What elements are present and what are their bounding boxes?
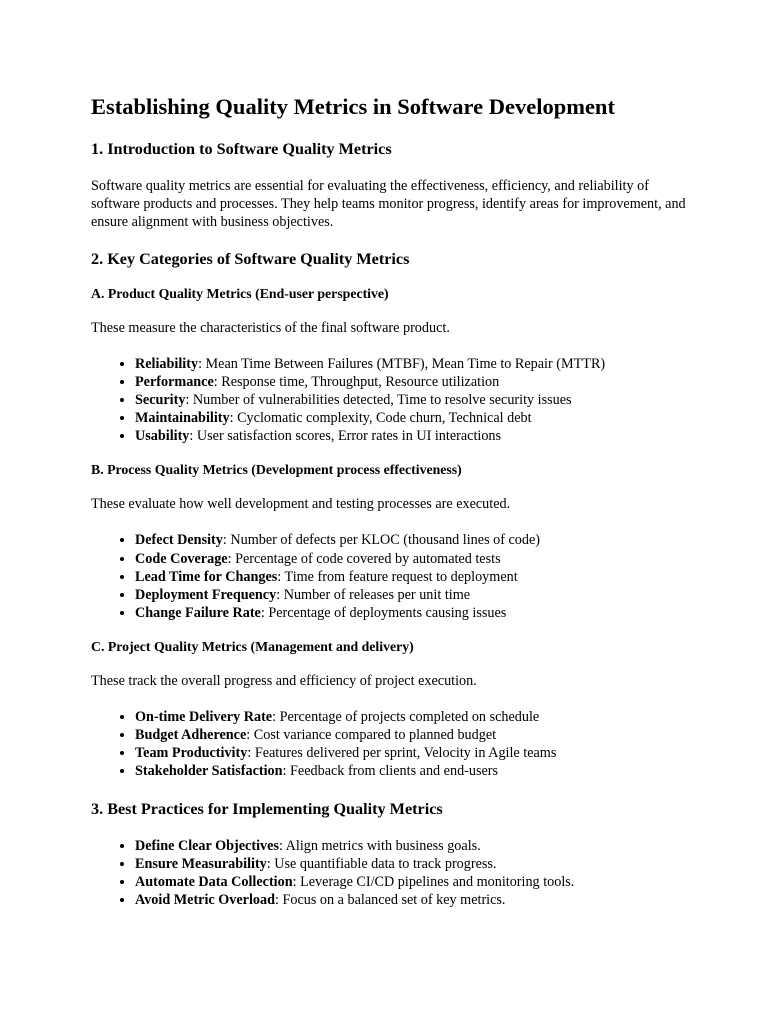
list-item xyxy=(135,568,691,586)
list-item-desc: : Number of defects per KLOC (thousand lines of code) xyxy=(222,532,541,549)
list-item xyxy=(135,837,691,855)
list-item-desc: : Cyclomatic complexity, Code churn, Technical debt xyxy=(229,410,532,427)
list-item xyxy=(135,891,691,909)
subsection-c-heading: C. Project Quality Metrics (Management and delivery) xyxy=(91,638,414,654)
section-3-heading: 3. Best Practices for Implementing Quality Metrics xyxy=(91,799,443,818)
document-title: Establishing Quality Metrics in Software Development xyxy=(91,94,615,119)
list-item-term: Code Coverage xyxy=(135,550,228,567)
list-item-term: Performance xyxy=(135,373,214,390)
list-item-term: Lead Time for Changes xyxy=(135,568,278,585)
subsection-c-intro: These track the overall progress and efficiency of project execution. xyxy=(91,672,477,689)
document-body xyxy=(91,92,691,909)
list-item xyxy=(135,427,691,445)
list-item xyxy=(135,409,691,427)
list-item-desc: : Number of releases per unit time xyxy=(276,586,471,603)
section-2-heading: 2. Key Categories of Software Quality Metrics xyxy=(91,249,410,268)
list-item-desc: : Time from feature request to deployment xyxy=(277,568,518,585)
list-item xyxy=(135,531,691,549)
list-item-term: Defect Density xyxy=(135,532,223,549)
list-item xyxy=(135,373,691,391)
list-item xyxy=(135,391,691,409)
list-item-desc: : Percentage of deployments causing issues xyxy=(260,604,507,621)
list-item-desc: : Number of vulnerabilities detected, Time to resolve security issues xyxy=(185,392,572,408)
best-practices-list xyxy=(91,837,691,909)
list-item xyxy=(135,708,691,726)
list-item-desc: : Leverage CI/CD pipelines and monitoring tools. xyxy=(292,873,575,890)
list-item-term: Maintainability xyxy=(135,410,230,427)
list-item-term: Team Productivity xyxy=(135,745,248,762)
list-item xyxy=(135,355,691,373)
list-item-term: On-time Delivery Rate xyxy=(135,709,273,726)
list-item-term: Budget Adherence xyxy=(135,727,247,744)
list-item xyxy=(135,550,691,568)
project-metrics-list xyxy=(91,708,691,780)
list-item xyxy=(135,762,691,780)
subsection-b-heading: B. Process Quality Metrics (Development process effectiveness) xyxy=(91,462,462,478)
list-item-desc: : Percentage of code covered by automated tests xyxy=(227,550,501,567)
product-metrics-list xyxy=(91,355,691,445)
list-item-desc: : Cost variance compared to planned budget xyxy=(246,727,497,744)
list-item-term: Deployment Frequency xyxy=(135,586,277,603)
list-item-term: Usability xyxy=(135,428,190,445)
list-item-desc: : Use quantifiable data to track progress. xyxy=(266,855,497,872)
list-item-desc: : Response time, Throughput, Resource utilization xyxy=(213,373,500,390)
list-item-term: Change Failure Rate xyxy=(135,604,261,621)
list-item-desc: : Percentage of projects completed on schedule xyxy=(272,709,540,726)
subsection-b-intro: These evaluate how well development and testing processes are executed. xyxy=(91,496,511,513)
list-item-term: Avoid Metric Overload xyxy=(135,891,275,908)
list-item-term: Ensure Measurability xyxy=(135,855,267,872)
list-item xyxy=(135,726,691,744)
list-item-desc: : Align metrics with business goals. xyxy=(278,837,481,854)
list-item-desc: : Features delivered per sprint, Velocity in Agile teams xyxy=(247,745,557,762)
list-item-desc: : User satisfaction scores, Error rates in UI interactions xyxy=(189,428,502,445)
list-item-term: Stakeholder Satisfaction xyxy=(135,763,283,780)
list-item-term: Reliability xyxy=(135,355,199,372)
subsection-a-intro: These measure the characteristics of the final software product. xyxy=(91,319,450,336)
process-metrics-list xyxy=(91,531,691,621)
list-item-term: Automate Data Collection xyxy=(135,873,293,890)
list-item xyxy=(135,744,691,762)
section-1-paragraph: Software quality metrics are essential for evaluating the effectiveness, efficiency, and reliability of software products and processes. They help teams monitor progress, identify areas for improvement, and ensure alignment with business objectives. xyxy=(91,178,686,231)
list-item xyxy=(135,586,691,604)
list-item xyxy=(135,604,691,622)
section-1-heading: 1. Introduction to Software Quality Metrics xyxy=(91,140,392,158)
list-item-term: Security xyxy=(135,392,186,408)
list-item-desc: : Mean Time Between Failures (MTBF), Mean Time to Repair (MTTR) xyxy=(198,355,606,372)
list-item xyxy=(135,855,691,873)
list-item-desc: : Focus on a balanced set of key metrics. xyxy=(275,891,506,908)
list-item-desc: : Feedback from clients and end-users xyxy=(282,763,499,780)
list-item xyxy=(135,873,691,891)
subsection-a-heading: A. Product Quality Metrics (End-user perspective) xyxy=(91,285,389,301)
list-item-term: Define Clear Objectives xyxy=(135,837,279,854)
